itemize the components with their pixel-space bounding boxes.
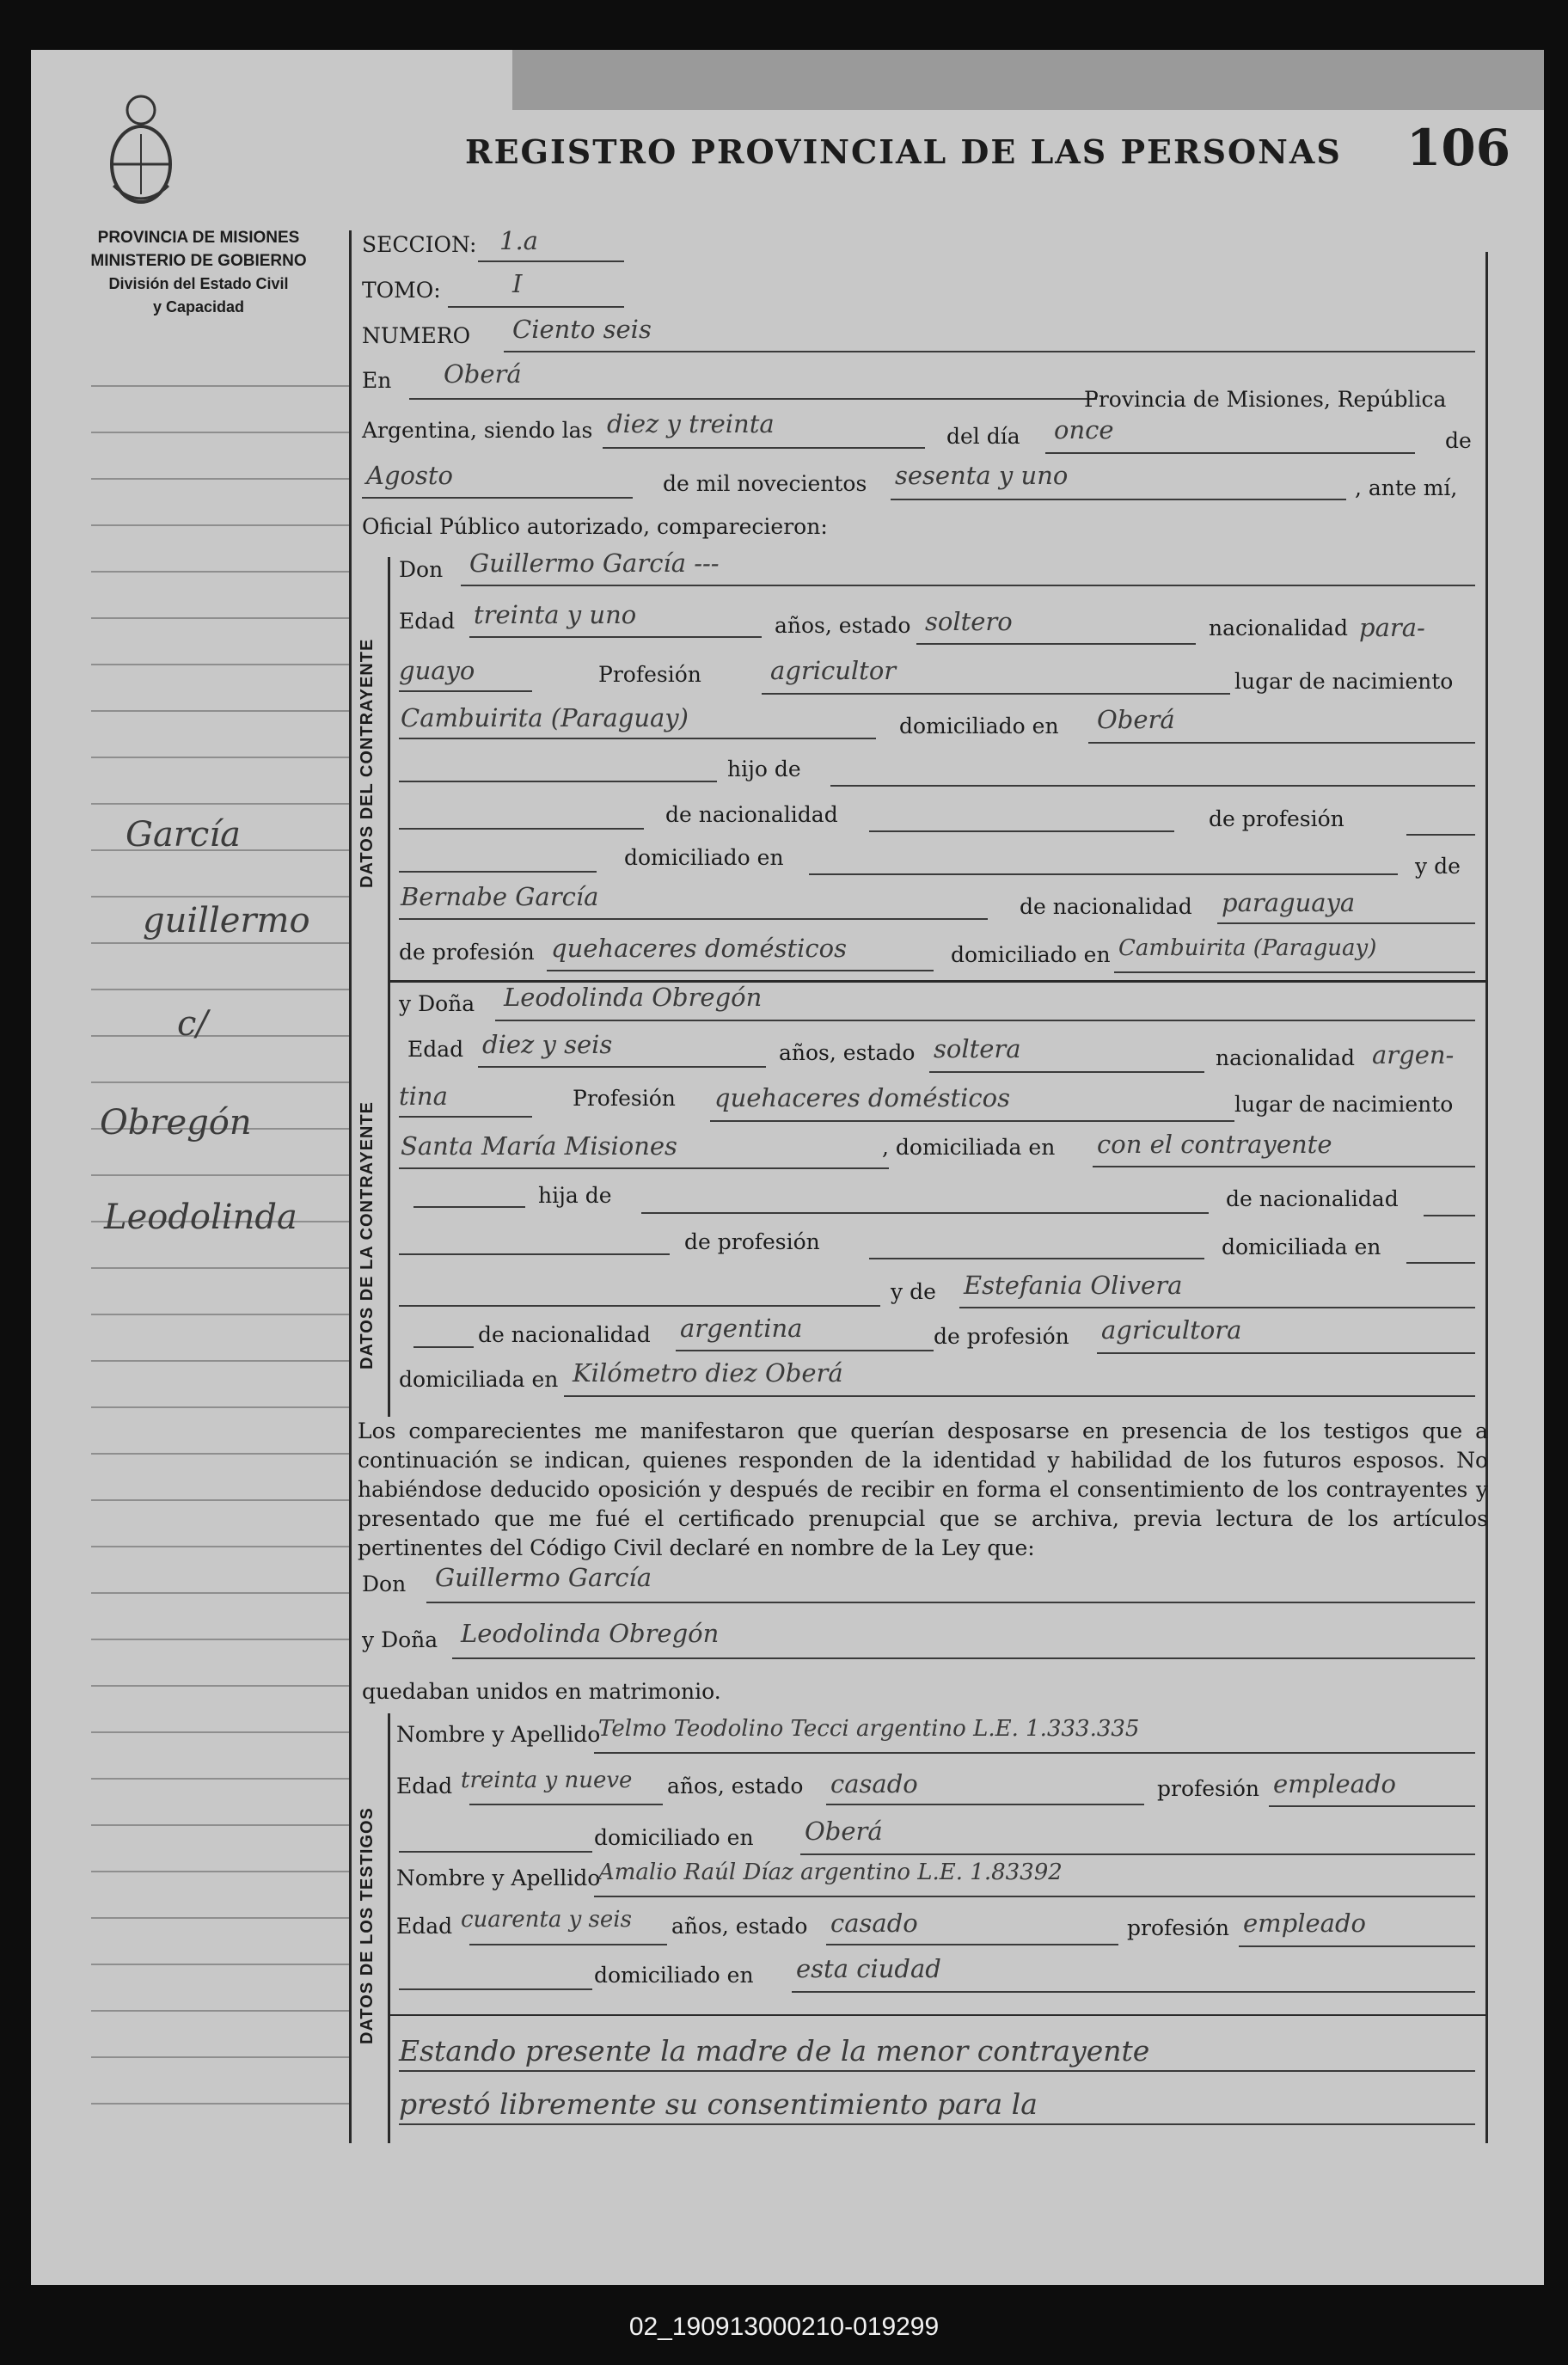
madre-dom-label: domiciliado en (951, 942, 1111, 967)
blank-line-1 (399, 781, 717, 782)
bride-madre-dom-value: Kilómetro diez Oberá (573, 1358, 843, 1388)
anio-line (891, 499, 1346, 500)
t1-profesion-value: empleado (1273, 1769, 1396, 1798)
madre-nac-line (1217, 922, 1475, 924)
testigos-section-label: DATOS DE LOS TESTIGOS (358, 1807, 377, 2044)
bride-blank-1 (413, 1206, 525, 1208)
bride-lugar-line (399, 1167, 889, 1169)
margin-rule-line (91, 1081, 349, 1083)
bride-madre-prof-line (1097, 1352, 1475, 1354)
blank-line-2 (399, 828, 644, 830)
hija-profesion-label: de profesión (684, 1229, 820, 1254)
bride-blank-2 (399, 1253, 670, 1255)
t1-nombre-label: Nombre y Apellido (396, 1722, 601, 1747)
bride-madre-nac-value: argentina (680, 1314, 803, 1343)
agency-line-2: MINISTERIO DE GOBIERNO (90, 252, 307, 270)
domiciliado2-label: domiciliado en (624, 845, 784, 870)
margin-rule-line (91, 1499, 349, 1501)
frame-right-border (1485, 252, 1488, 2143)
decl-don-line (426, 1602, 1475, 1603)
page-title: REGISTRO PROVINCIAL DE LAS PERSONAS (465, 132, 1342, 171)
madre-dom-line (1114, 971, 1475, 973)
frame-left-border (349, 230, 352, 2143)
margin-bride-name: Leodolinda (104, 1198, 297, 1237)
seccion-line (478, 260, 624, 262)
madre-prof-label: de profesión (399, 940, 535, 965)
hora-line (603, 447, 925, 449)
t1-domicilio-value: Oberá (805, 1817, 883, 1846)
decl-don-value: Guillermo García (435, 1563, 652, 1592)
bride-profesion-label: Profesión (573, 1086, 676, 1111)
lugar-line (399, 738, 876, 739)
margin-rule-line (91, 1314, 349, 1315)
agency-line-3: División del Estado Civil (108, 275, 289, 292)
numero-line (504, 351, 1475, 352)
margin-rule-line (91, 989, 349, 990)
oficial-label: Oficial Público autorizado, comparecieron: (362, 514, 828, 539)
t1-profesion-label: profesión (1157, 1776, 1260, 1801)
t1-estado-value: casado (830, 1769, 918, 1798)
page-number: 106 (1406, 119, 1511, 177)
margin-rule-line (91, 478, 349, 480)
t1-anos-label: años, estado (667, 1774, 804, 1798)
margin-rule-line (91, 1639, 349, 1640)
t1-edad-line (469, 1804, 663, 1805)
bride-blank-4 (413, 1346, 474, 1348)
margin-rule-line (91, 1035, 349, 1037)
agency-line-1: PROVINCIA DE MISIONES (97, 229, 300, 247)
t2-nombre-value: Amalio Raúl Díaz argentino L.E. 1.83392 (598, 1860, 1063, 1885)
tomo-line (448, 306, 624, 308)
y-de-label: y de (1415, 854, 1461, 879)
t2-domicilio-line (792, 1991, 1475, 1993)
hija-line (641, 1212, 1209, 1214)
margin-rule-line (91, 1360, 349, 1362)
t1-domicilio-line (800, 1853, 1475, 1855)
dia-line (1045, 452, 1415, 454)
provincia-label: Provincia de Misiones, República (1084, 387, 1447, 412)
margin-surname: García (126, 815, 241, 855)
seccion-value: 1.a (499, 226, 538, 255)
mes-value: Agosto (366, 461, 453, 490)
margin-rule-line (91, 524, 349, 526)
t2-edad-label: Edad (396, 1914, 453, 1939)
profesion-line (762, 693, 1230, 695)
note-rule-1 (399, 2070, 1475, 2072)
top-page-edge (512, 50, 1544, 110)
image-id-caption: 02_190913000210-019299 (628, 2313, 940, 2341)
profesion-value: agricultor (770, 656, 897, 685)
bride-madre-nac-line (676, 1350, 934, 1351)
tomo-label: TOMO: (362, 278, 441, 303)
margin-rule-line (91, 1917, 349, 1919)
margin-rule-line (91, 710, 349, 712)
anos-label: años, estado (775, 613, 911, 638)
bride-madre-line (959, 1307, 1475, 1308)
coat-of-arms-icon (98, 83, 184, 211)
seccion-label: SECCION: (362, 232, 477, 257)
t1-blank (399, 1851, 592, 1853)
t2-domicilio-label: domiciliado en (594, 1963, 754, 1988)
bride-profesion-value: quehaceres domésticos (714, 1083, 1010, 1112)
contrayente-section-label: DATOS DEL CONTRAYENTE (358, 638, 377, 888)
hora-value: diez y treinta (607, 409, 775, 438)
t2-domicilio-value: esta ciudad (796, 1954, 941, 1983)
margin-rule-line (91, 1174, 349, 1176)
nacionalidad-cont-line (399, 690, 532, 692)
hija-nacionalidad-line (1424, 1215, 1475, 1216)
estado-line (916, 643, 1196, 645)
bride-madre-dom-label: domiciliada en (399, 1367, 559, 1392)
t1-edad-label: Edad (396, 1774, 453, 1798)
en-label: En (362, 368, 392, 393)
t2-nombre-label: Nombre y Apellido (396, 1866, 601, 1890)
blank-line-3 (399, 871, 597, 873)
hija-label: hija de (538, 1183, 612, 1208)
margin-rule-line (91, 1406, 349, 1408)
bride-estado-line (929, 1071, 1204, 1073)
profesion-label: Profesión (598, 662, 701, 687)
margin-rule-line (91, 1731, 349, 1733)
madre-prof-value: quehaceres domésticos (551, 934, 847, 963)
bride-madre-prof-value: agricultora (1101, 1315, 1242, 1345)
numero-label: NUMERO (362, 323, 471, 348)
bride-edad-label: Edad (407, 1037, 464, 1062)
madre-dom-value: Cambuirita (Paraguay) (1118, 935, 1377, 961)
edad-label: Edad (399, 609, 456, 634)
bride-madre-nac-label: de nacionalidad (478, 1322, 651, 1347)
bride-madre-value: Estefania Olivera (964, 1271, 1183, 1300)
t1-edad-value: treinta y nueve (461, 1768, 633, 1793)
margin-rule-line (91, 1592, 349, 1594)
t2-nombre-line (594, 1896, 1475, 1897)
margin-rule-line (91, 1964, 349, 1965)
margin-rule-line (91, 942, 349, 944)
margin-rule-line (91, 757, 349, 758)
margin-rule-line (91, 617, 349, 619)
bride-anos-label: años, estado (779, 1040, 916, 1065)
lugar-label: lugar de nacimiento (1234, 669, 1454, 694)
nacionalidad-value: para- (1359, 613, 1425, 642)
t1-profesion-line (1269, 1805, 1475, 1807)
t2-estado-value: casado (830, 1909, 918, 1938)
t1-nombre-value: Telmo Teodolino Tecci argentino L.E. 1.333.335 (598, 1716, 1140, 1742)
decl-dona-line (452, 1657, 1475, 1659)
hijo-profesion-line (1406, 834, 1475, 836)
margin-rule-line (91, 1685, 349, 1687)
agency-line-4: y Capacidad (152, 298, 245, 316)
edad-value: treinta y uno (474, 600, 637, 629)
margin-rule-line (91, 1824, 349, 1826)
t2-blank (399, 1988, 592, 1990)
bride-nacionalidad-cont: tina (399, 1081, 448, 1111)
margin-rule-line (91, 896, 349, 898)
dona-label: y Doña (399, 991, 475, 1016)
margin-rule-line (91, 803, 349, 805)
bride-madre-prof-label: de profesión (934, 1324, 1069, 1349)
t1-domicilio-label: domiciliado en (594, 1825, 754, 1850)
t2-profesion-value: empleado (1243, 1909, 1366, 1938)
domiciliado-line (1088, 742, 1475, 744)
unidos-label: quedaban unidos en matrimonio. (362, 1679, 721, 1704)
register-page (31, 50, 1544, 2285)
decl-dona-value: Leodolinda Obregón (461, 1619, 720, 1648)
domiciliada-value: con el contrayente (1097, 1130, 1332, 1159)
domiciliado-value: Oberá (1097, 705, 1175, 734)
witness-bottom-rule (388, 2014, 1488, 2016)
dia-label: del día (946, 424, 1020, 449)
hijo-label: hijo de (727, 757, 801, 781)
madre-nac-label: de nacionalidad (1020, 894, 1192, 919)
margin-conjunction: c/ (177, 1004, 208, 1044)
t1-nombre-line (594, 1752, 1475, 1754)
note-line-2: prestó libremente su consentimiento para la (399, 2087, 1038, 2121)
hija-nacionalidad-label: de nacionalidad (1226, 1186, 1399, 1211)
domiciliada2-line (1406, 1262, 1475, 1264)
bride-nacionalidad-value: argen- (1372, 1040, 1455, 1069)
de-label: de (1445, 428, 1472, 453)
margin-rule-line (91, 1778, 349, 1780)
don-label: Don (399, 557, 444, 582)
note-line-1: Estando presente la madre de la menor contrayente (399, 2034, 1150, 2068)
nacionalidad-cont: guayo (399, 656, 475, 685)
t2-anos-label: años, estado (671, 1914, 808, 1939)
numero-value: Ciento seis (512, 315, 652, 344)
decl-dona-label: y Doña (362, 1627, 438, 1652)
don-line (461, 585, 1475, 586)
bride-lugar-value: Santa María Misiones (401, 1131, 677, 1161)
hija-profesion-line (869, 1258, 1204, 1259)
hijo-line (830, 785, 1475, 787)
dona-line (495, 1020, 1475, 1021)
anio-value: sesenta y uno (895, 461, 1069, 490)
bride-edad-line (478, 1066, 766, 1068)
contrayenta-section-label: DATOS DE LA CONTRAYENTE (358, 1101, 377, 1369)
margin-bride-surname: Obregón (100, 1103, 252, 1143)
margin-rule-line (91, 2056, 349, 2058)
argentina-label: Argentina, siendo las (362, 418, 593, 443)
decl-don-label: Don (362, 1572, 407, 1596)
bride-estado-value: soltera (934, 1034, 1021, 1063)
domiciliada-label: , domiciliada en (882, 1135, 1056, 1160)
t2-edad-line (469, 1944, 667, 1945)
margin-rule-line (91, 2010, 349, 2012)
hijo-nacionalidad-label: de nacionalidad (665, 802, 838, 827)
domiciliado-label: domiciliado en (899, 714, 1059, 738)
margin-rule-line (91, 385, 349, 387)
en-value: Oberá (444, 359, 522, 389)
note-rule-2 (399, 2123, 1475, 2125)
don-value: Guillermo García --- (469, 548, 720, 578)
bride-nacionalidad-label: nacionalidad (1216, 1045, 1355, 1070)
bride-blank-3 (399, 1305, 880, 1307)
t2-edad-value: cuarenta y seis (461, 1907, 632, 1933)
en-line (409, 398, 1097, 400)
bride-profesion-line (710, 1120, 1234, 1122)
margin-rule-line (91, 571, 349, 573)
section-inner-border (388, 557, 390, 1417)
margin-given-name: guillermo (143, 901, 310, 940)
dona-value: Leodolinda Obregón (504, 983, 763, 1012)
bride-madre-dom-line (564, 1395, 1475, 1397)
madre-line (399, 918, 988, 920)
hijo-profesion-label: de profesión (1209, 806, 1344, 831)
margin-rule-line (91, 432, 349, 433)
nacionalidad-label: nacionalidad (1209, 616, 1348, 640)
agency-header (74, 226, 323, 319)
edad-line (469, 636, 762, 638)
t2-profesion-label: profesión (1127, 1915, 1230, 1940)
bride-lugar-label: lugar de nacimiento (1234, 1092, 1454, 1117)
bride-nac-cont-line (399, 1116, 532, 1118)
lugar-value: Cambuirita (Paraguay) (401, 703, 689, 732)
margin-rule-line (91, 664, 349, 665)
t2-estado-line (826, 1944, 1118, 1945)
margin-rule-line (91, 1453, 349, 1455)
margin-rule-line (91, 2103, 349, 2105)
margin-rule-line (91, 1871, 349, 1872)
madre-prof-line (547, 970, 934, 971)
t2-profesion-line (1239, 1945, 1475, 1947)
t1-estado-line (826, 1804, 1144, 1805)
margin-rule-line (91, 1546, 349, 1547)
margin-rule-line (91, 1267, 349, 1269)
bride-edad-value: diez y seis (482, 1030, 613, 1059)
madre-nac-value: paraguaya (1222, 888, 1356, 917)
hijo-nacionalidad-line (869, 830, 1174, 832)
domiciliado2-line (809, 873, 1398, 875)
declaration-paragraph: Los comparecientes me manifestaron que querían desposarse en presencia de los testigos que a continuación se indican, quienes responden de la identidad y habilidad de los futuros esposos. No habiéndose deducido oposición y después de recibir en forma el consentimiento de los contrayentes y presentado que me fué el certificado prenupcial que se archiva, previa lectura de los artículos pertinentes del Código Civil declaré en nombre de la Ley que: (358, 1418, 1488, 1560)
domiciliada-line (1093, 1166, 1475, 1167)
bride-y-de-label: y de (891, 1279, 936, 1304)
tomo-value: I (512, 269, 523, 298)
dia-value: once (1054, 415, 1114, 444)
madre-value: Bernabe García (401, 882, 599, 911)
mes-line (362, 497, 633, 499)
domiciliada2-label: domiciliada en (1222, 1235, 1381, 1259)
estado-value: soltero (925, 607, 1013, 636)
ante-label: , ante mí, (1355, 475, 1458, 500)
anio-label: de mil novecientos (663, 471, 867, 496)
witness-inner-border (388, 1713, 390, 2143)
